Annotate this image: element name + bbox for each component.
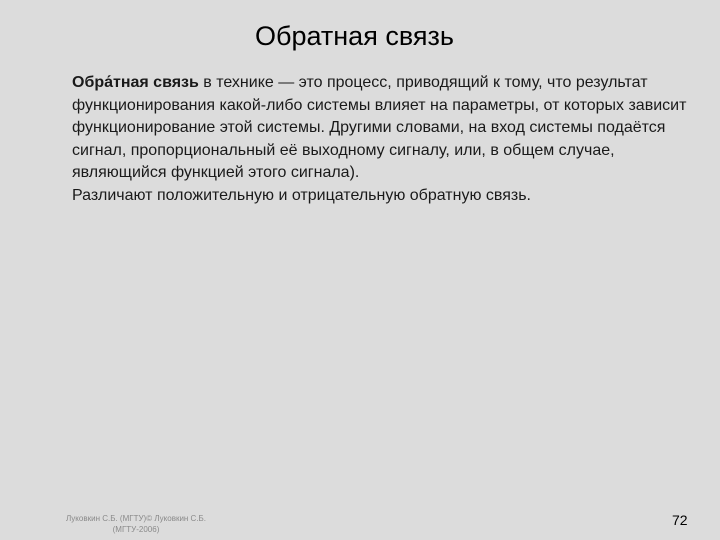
footer-author [36,513,236,535]
definition-paragraph [72,72,712,185]
feedback-types-paragraph: Различают положительную и отрицательную обратную связь. [72,186,531,204]
page-number: 72 [672,512,688,528]
definition-term: Обра́тная связь [72,74,199,91]
slide-title: Обратная связь [255,21,454,51]
footer-author-line1: Луковкин С.Б. (МГТУ)© Луковкин С.Б. [65,514,207,523]
definition-text: в технике — это процесс, приводящий к тому, что результат функционирования какой-либо системы влияет на параметры, от которых зависит функционирование этой системы. Другими словами, на вход системы подаётся сигнал, пропорциональный её выходному сигналу, или, в общем случае, являющийся функцией этого сигнала). [72,74,687,181]
footer-author-line2: (МГТУ-2006) [112,525,160,534]
slide-body [72,72,712,207]
